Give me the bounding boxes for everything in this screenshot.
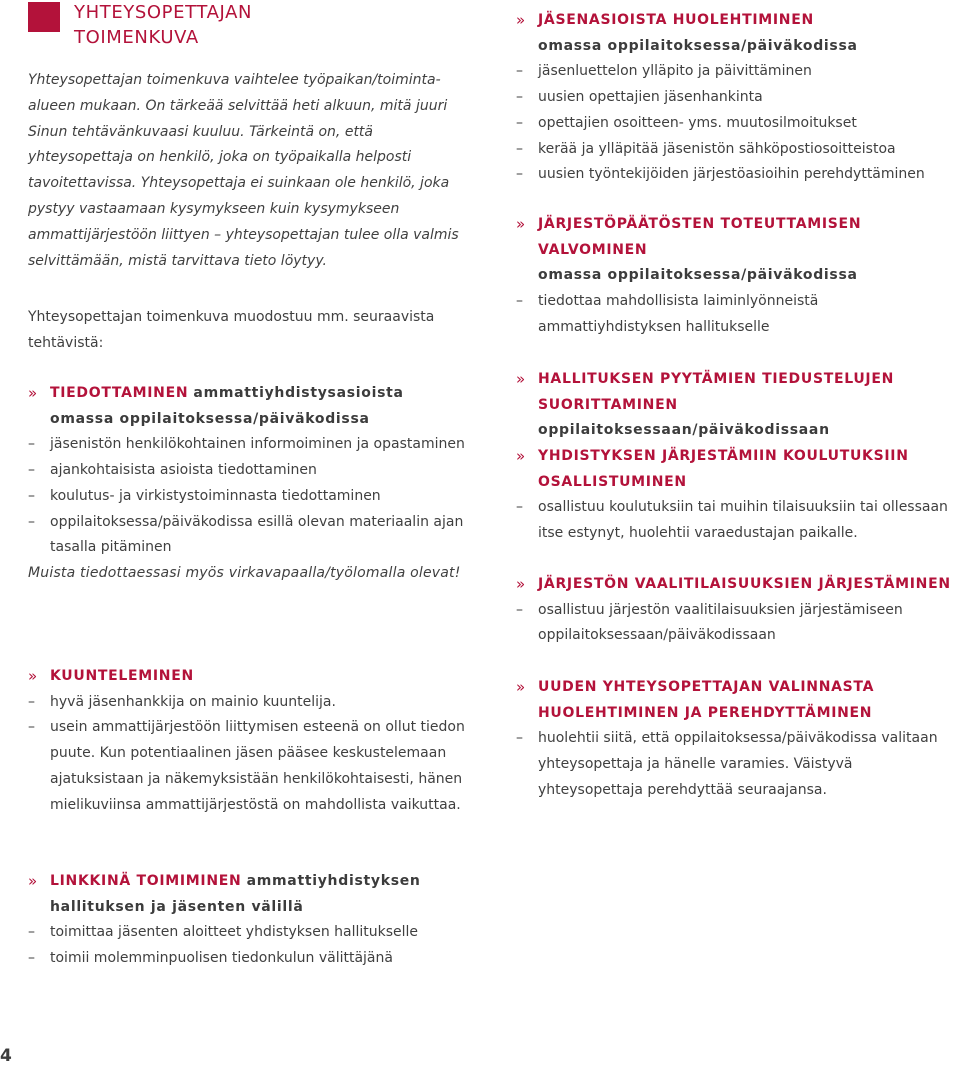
section-title: YHDISTYKSEN JÄRJESTÄMIIN KOULUTUKSIIN OSALLISTUMINEN bbox=[538, 448, 909, 490]
list-item: – jäsenluettelon ylläpito ja päivittäminen bbox=[516, 59, 956, 85]
list-item: – osallistuu koulutuksiin tai muihin tilaisuuksiin tai ollessaan itse estynyt, huolehtii varaedustajan paikalle. bbox=[516, 495, 956, 547]
chevron-icon: » bbox=[28, 384, 38, 402]
chevron-icon: » bbox=[516, 447, 526, 465]
chevron-icon: » bbox=[516, 370, 526, 388]
section-koulutukset bbox=[516, 444, 956, 547]
dash-icon: – bbox=[516, 114, 523, 131]
section-heading bbox=[516, 212, 956, 289]
list-item: – oppilaitoksessa/päiväkodissa esillä olevan materiaalin ajan tasalla pitäminen bbox=[28, 510, 468, 562]
chevron-icon: » bbox=[516, 678, 526, 696]
section-heading bbox=[28, 869, 468, 920]
section-title: LINKKINÄ TOIMIMINEN bbox=[50, 873, 242, 889]
chevron-icon: » bbox=[28, 872, 38, 890]
page-header bbox=[28, 0, 468, 54]
section-heading bbox=[516, 572, 956, 598]
page-number: 4 bbox=[0, 1046, 12, 1066]
dash-icon: – bbox=[516, 292, 523, 309]
page-title-line1: YHTEYSOPETTAJAN bbox=[74, 2, 253, 23]
list-item: – usein ammattijärjestöön liittymisen esteenä on ollut tiedon puute. Kun potentiaalinen jäsen pääsee keskustelemaan ajatuksistaan ja näkemyksistään henkilökohtaisesti, hänen mielikuviinsa ammattijärjestöstä on mahdollista vaikuttaa. bbox=[28, 715, 468, 818]
list-item: – hyvä jäsenhankkija on mainio kuuntelija. bbox=[28, 690, 468, 716]
item-list bbox=[516, 495, 956, 547]
item-list bbox=[516, 598, 956, 650]
section-heading bbox=[516, 367, 956, 444]
section-title: UUDEN YHTEYSOPETTAJAN VALINNASTA HUOLEHTIMINEN JA PEREHDYTTÄMINEN bbox=[538, 679, 875, 721]
item-list bbox=[516, 59, 956, 188]
chevron-icon: » bbox=[516, 11, 526, 29]
list-item: – osallistuu järjestön vaalitilaisuuksien järjestämiseen oppilaitoksessaan/päiväkodissaan bbox=[516, 598, 956, 650]
section-tiedustelut bbox=[516, 367, 956, 444]
section-vaalit bbox=[516, 572, 956, 649]
lead-paragraph: Yhteysopettajan toimenkuva muodostuu mm. seuraavista tehtävistä: bbox=[28, 309, 435, 351]
section-subtitle: ammattiyhdistyksen hallituksen ja jäsenten välillä bbox=[50, 873, 421, 915]
dash-icon: – bbox=[516, 499, 523, 516]
section-title: JÄRJESTÖN VAALITILAISUUKSIEN JÄRJESTÄMINEN bbox=[538, 576, 951, 592]
dash-icon: – bbox=[516, 88, 523, 105]
item-list bbox=[28, 432, 468, 561]
dash-icon: – bbox=[28, 513, 35, 530]
dash-icon: – bbox=[516, 730, 523, 747]
section-title: HALLITUKSEN PYYTÄMIEN TIEDUSTELUJEN SUORITTAMINEN bbox=[538, 371, 895, 413]
list-item: – koulutus- ja virkistystoiminnasta tiedottaminen bbox=[28, 484, 468, 510]
section-heading bbox=[28, 664, 468, 690]
dash-icon: – bbox=[28, 693, 35, 710]
section-kuunteleminen bbox=[28, 664, 468, 819]
page-title bbox=[74, 0, 252, 50]
dash-icon: – bbox=[28, 461, 35, 478]
section-title: TIEDOTTAMINEN bbox=[50, 385, 189, 401]
dash-icon: – bbox=[28, 719, 35, 736]
item-list bbox=[28, 920, 468, 972]
section-subtitle: oppilaitoksessaan/päiväkodissaan bbox=[538, 422, 830, 439]
section-title: KUUNTELEMINEN bbox=[50, 668, 194, 684]
section-subtitle: ammattiyhdistysasioista omassa oppilaitoksessa/päiväkodissa bbox=[50, 385, 404, 427]
section-paatokset bbox=[516, 212, 956, 340]
section-heading bbox=[516, 675, 956, 726]
section-linkki bbox=[28, 869, 468, 972]
section-heading bbox=[516, 8, 956, 59]
list-item: – huolehtii siitä, että oppilaitoksessa/päiväkodissa valitaan yhteysopettaja ja hänelle varamies. Väistyvä yhteysopettaja perehdyttää seuraajansa. bbox=[516, 726, 956, 803]
dash-icon: – bbox=[28, 949, 35, 966]
list-item: – kerää ja ylläpitää jäsenistön sähköpostiosoitteistoa bbox=[516, 137, 956, 163]
section-valinta bbox=[516, 675, 956, 804]
list-item: – uusien opettajien jäsenhankinta bbox=[516, 85, 956, 111]
dash-icon: – bbox=[516, 63, 523, 80]
item-list bbox=[28, 690, 468, 819]
section-title: JÄSENASIOISTA HUOLEHTIMINEN bbox=[538, 12, 814, 28]
chevron-icon: » bbox=[516, 215, 526, 233]
page-title-line2: TOIMENKUVA bbox=[74, 27, 199, 48]
dash-icon: – bbox=[516, 601, 523, 618]
list-item: – tiedottaa mahdollisista laiminlyönneistä ammattiyhdistyksen hallitukselle bbox=[516, 289, 956, 341]
chevron-icon: » bbox=[516, 575, 526, 593]
list-item: – toimii molemminpuolisen tiedonkulun välittäjänä bbox=[28, 946, 468, 972]
reminder-note: Muista tiedottaessasi myös virkavapaalla/työlomalla olevat! bbox=[28, 565, 461, 582]
dash-icon: – bbox=[28, 436, 35, 453]
item-list bbox=[516, 726, 956, 803]
dash-icon: – bbox=[516, 140, 523, 157]
list-item: – jäsenistön henkilökohtainen informoiminen ja opastaminen bbox=[28, 432, 468, 458]
section-title: JÄRJESTÖPÄÄTÖSTEN TOTEUTTAMISEN VALVOMINEN bbox=[538, 216, 862, 258]
dash-icon: – bbox=[28, 924, 35, 941]
list-item: – opettajien osoitteen- yms. muutosilmoitukset bbox=[516, 111, 956, 137]
list-item: – ajankohtaisista asioista tiedottaminen bbox=[28, 458, 468, 484]
red-square-marker bbox=[28, 2, 60, 32]
section-heading bbox=[28, 381, 468, 432]
left-column bbox=[28, 0, 468, 966]
section-tiedottaminen bbox=[28, 381, 468, 587]
dash-icon: – bbox=[516, 166, 523, 183]
intro-paragraph: Yhteysopettajan toimenkuva vaihtelee työpaikan/toiminta-alueen mukaan. On tärkeää selvittää heti alkuun, mitä juuri Sinun tehtävänkuvaasi kuuluu. Tärkeintä on, että yhteysopettaja on henkilö, joka on työpaikalla helposti tavoitettavissa. Yhteysopettaja ei suinkaan ole henkilö, joka pystyy vastaamaan kysymykseen kuin kysymykseen ammattijärjestöön liittyen – yhteysopettajan tulee olla valmis selvittämään, mistä tarvittava tieto löytyy. bbox=[28, 72, 459, 269]
section-subtitle: omassa oppilaitoksessa/päiväkodissa bbox=[538, 37, 858, 54]
section-jasenasiat bbox=[516, 8, 956, 188]
section-subtitle: omassa oppilaitoksessa/päiväkodissa bbox=[538, 267, 858, 284]
section-heading bbox=[516, 444, 956, 495]
list-item: – toimittaa jäsenten aloitteet yhdistyksen hallitukselle bbox=[28, 920, 468, 946]
list-item: – uusien työntekijöiden järjestöasioihin perehdyttäminen bbox=[516, 162, 956, 188]
item-list bbox=[516, 289, 956, 341]
dash-icon: – bbox=[28, 487, 35, 504]
chevron-icon: » bbox=[28, 667, 38, 685]
